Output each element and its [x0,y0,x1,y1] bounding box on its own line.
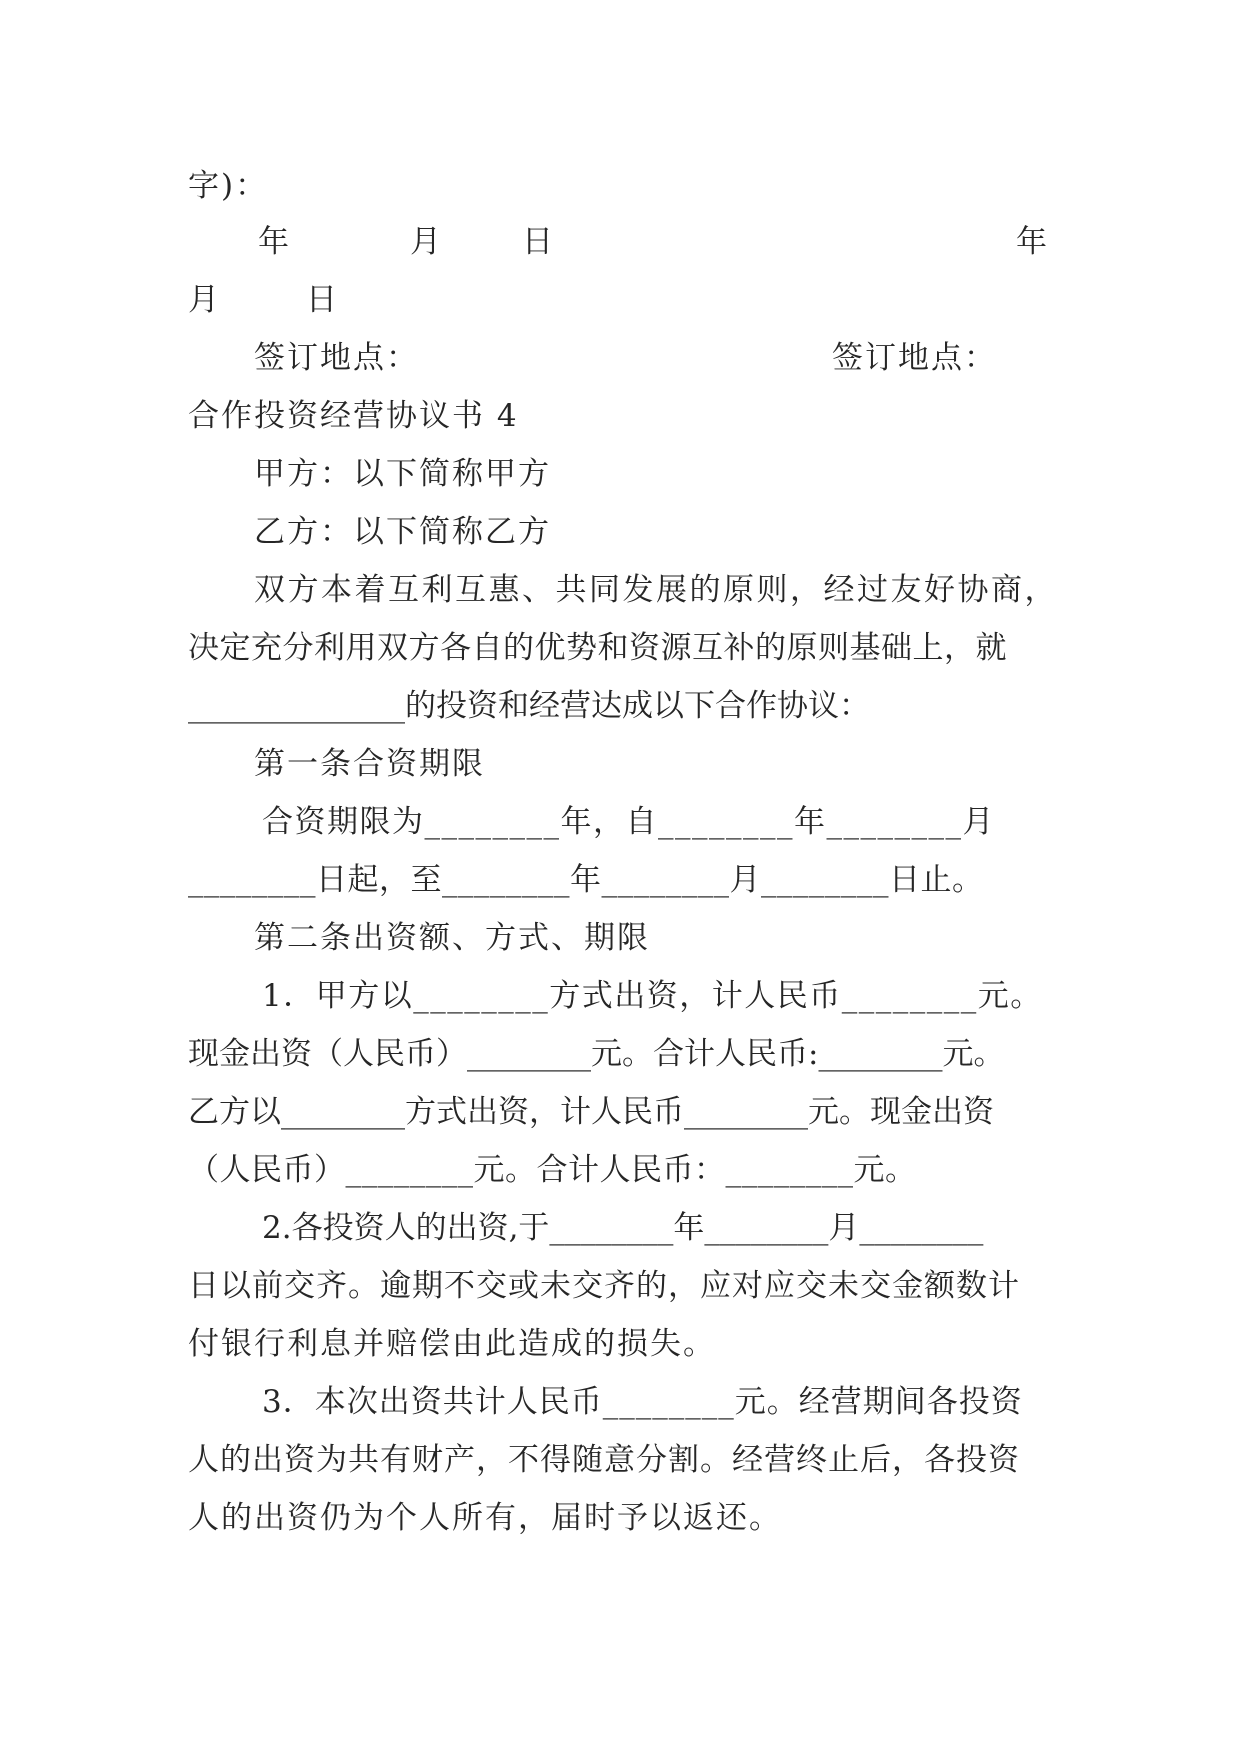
article-2-item-3-line-3: 人的出资仍为个人所有，届时予以返还。 [188,1500,782,1536]
date-day-label-b: 日 [306,282,339,318]
date-month-label-a: 月 [410,224,443,260]
article-2-item-1-line-2: 现金出资（人民币）________元。合计人民币:________元。 [188,1036,1005,1072]
signing-place-label-a: 签订地点： [254,340,419,376]
article-2-item-2-line-3: 付银行利息并赔偿由此造成的损失。 [188,1326,716,1362]
article-2-item-3-line-2: 人的出资为共有财产，不得随意分割。经营终止后，各投资 [188,1442,1020,1478]
date-year-label-a: 年 [258,224,291,260]
article-1-text-line-1: 合资期限为________年，自________年________月 [262,804,995,840]
intro-paragraph-line-3: ______________的投资和经营达成以下合作协议： [188,688,870,724]
intro-paragraph-line-1: 双方本着互利互惠、共同发展的原则，经过友好协商， [254,572,1058,608]
article-1-heading: 第一条合资期限 [254,746,485,782]
article-2-item-2-line-2: 日以前交齐。逾期不交或未交齐的，应对应交未交金额数计 [188,1268,1020,1304]
article-2-heading: 第二条出资额、方式、期限 [254,920,650,956]
article-1-text-line-2: ________日起，至________年________月________日止。 [188,862,984,898]
date-month-label-b: 月 [188,282,221,318]
article-2-item-1-line-4: （人民币）________元。合计人民币：________元。 [188,1152,917,1188]
article-2-item-1-line-1: 1．甲方以________方式出资，计人民币________元。 [262,978,1043,1014]
document-title: 合作投资经营协议书 4 [188,398,519,434]
date-year-label-b: 年 [1016,224,1049,260]
signature-note-tail: 字)： [188,168,269,204]
intro-paragraph-line-2: 决定充分利用双方各自的优势和资源互补的原则基础上，就 [188,630,1007,666]
party-b-line: 乙方：以下简称乙方 [254,514,551,550]
article-2-item-2-line-1: 2.各投资人的出资,于________年________月________ [262,1210,984,1246]
party-a-line: 甲方：以下简称甲方 [254,456,551,492]
signing-place-label-b: 签订地点： [832,340,997,376]
article-2-item-1-line-3: 乙方以________方式出资，计人民币________元。现金出资 [188,1094,994,1130]
date-day-label-a: 日 [522,224,555,260]
article-2-item-3-line-1: 3．本次出资共计人民币________元。经营期间各投资 [262,1384,1023,1420]
